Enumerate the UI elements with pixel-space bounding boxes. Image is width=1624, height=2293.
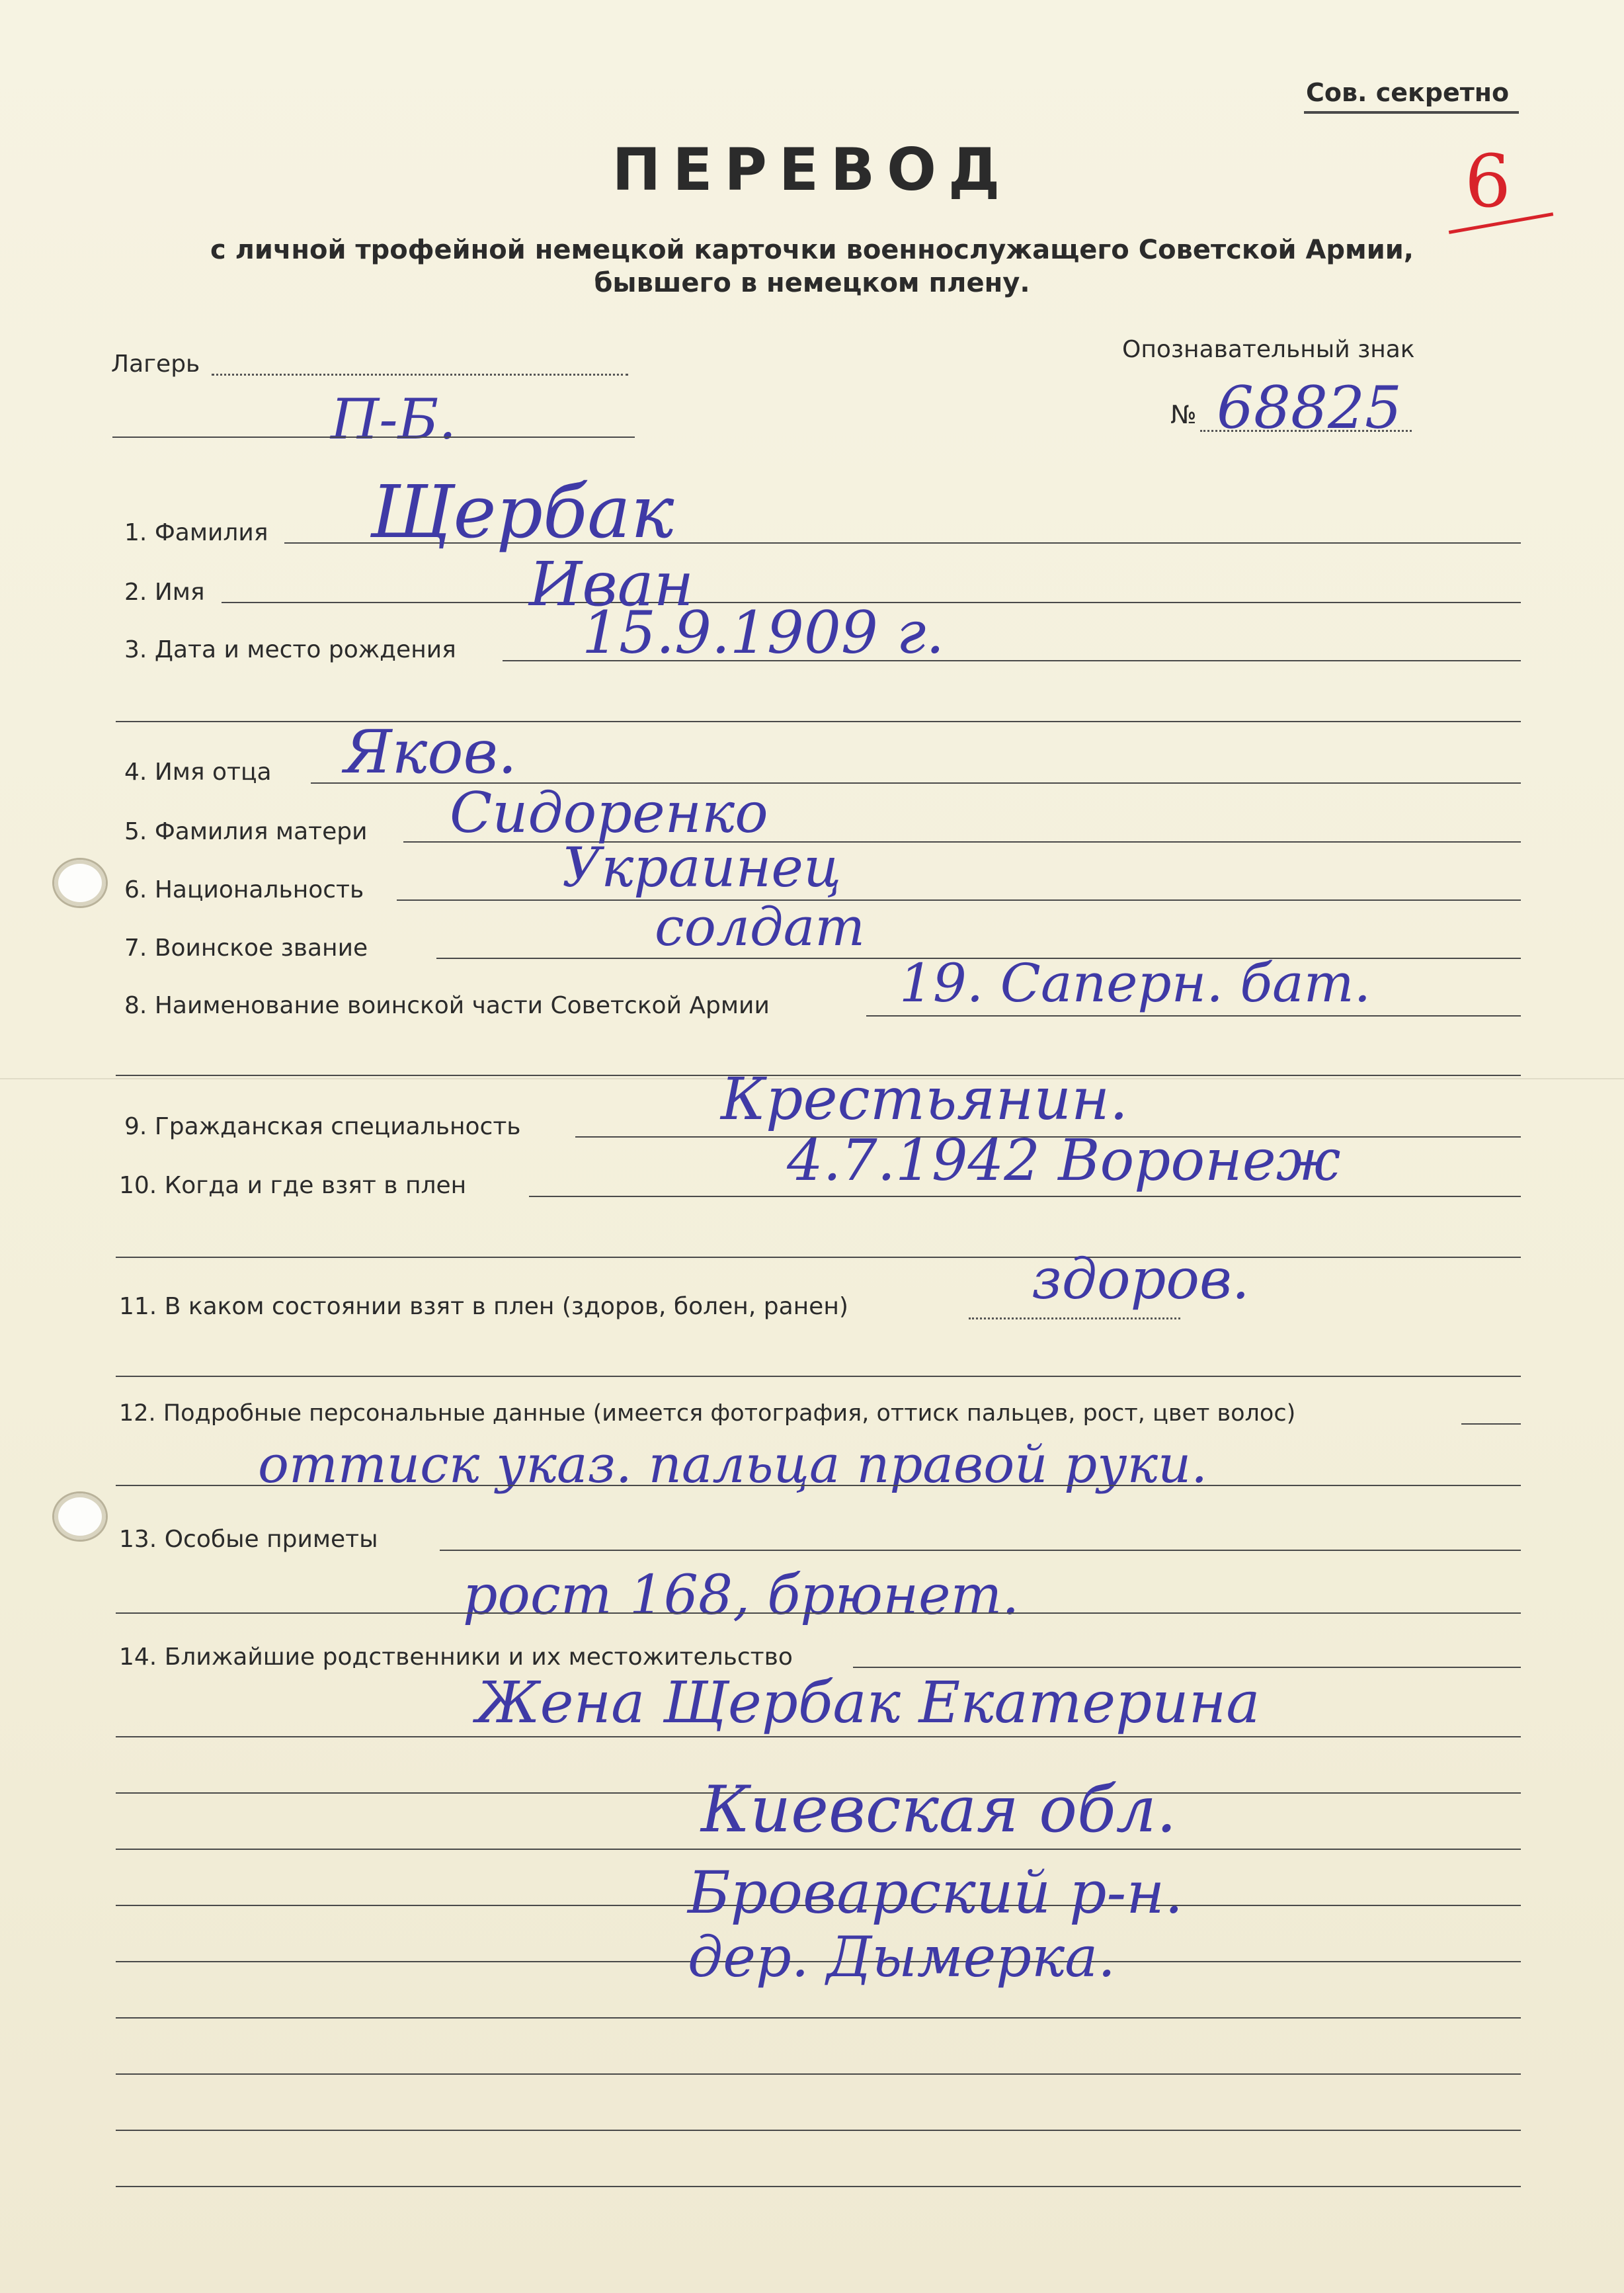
field-14-value: Жена Щербак Екатерина <box>476 1670 1260 1736</box>
field-4-label: 4. Имя отца <box>124 759 272 786</box>
field-5-label: 5. Фамилия матери <box>124 818 368 845</box>
ruled-line-8 <box>116 2130 1521 2131</box>
field-12-label: 12. Подробные персональные данные (имеется фотография, оттиск пальцев, рост, цвет волос) <box>119 1400 1296 1427</box>
camp-dotted-line <box>212 374 628 376</box>
classification-underline <box>1304 111 1519 114</box>
field-10-line <box>529 1196 1521 1197</box>
camp-value: П-Б. <box>331 387 457 452</box>
punch-hole-top <box>54 860 106 906</box>
address-line-1: Киевская обл. <box>701 1772 1177 1847</box>
camp-line <box>112 437 635 438</box>
field-4-value: Яков. <box>344 718 517 787</box>
document-subtitle-line1: с личной трофейной немецкой карточки военнослужащего Советской Армии, <box>210 235 1414 265</box>
punch-hole-bottom <box>54 1493 106 1540</box>
field-13-value: рост 168, брюнет. <box>463 1564 1020 1627</box>
field-5-value: Сидоренко <box>450 780 768 845</box>
field-7-label: 7. Воинское звание <box>124 935 368 962</box>
tag-label: Опознавательный знак <box>1122 336 1415 363</box>
field-1-label: 1. Фамилия <box>124 519 268 546</box>
field-9-value: Крестьянин. <box>721 1065 1128 1133</box>
field-6-value: Украинец <box>562 837 842 899</box>
field-13-label: 13. Особые приметы <box>119 1526 378 1553</box>
field-1-value: Щербак <box>370 470 674 554</box>
ruled-line-7 <box>116 2073 1521 2075</box>
field-12-line <box>1461 1423 1521 1425</box>
classification-mark: Сов. секретно <box>1306 78 1510 107</box>
field-11-value: здоров. <box>1032 1247 1250 1312</box>
document-subtitle-line2: бывшего в немецком плену. <box>594 268 1030 298</box>
field-6-line <box>397 899 1521 901</box>
ruled-line-9 <box>116 2186 1521 2187</box>
red-sheet-number: 6 <box>1465 139 1511 224</box>
field-10-label: 10. Когда и где взят в плен <box>119 1172 467 1199</box>
field-8-line <box>866 1015 1521 1017</box>
ruled-line-1 <box>116 1736 1521 1737</box>
document-title: ПЕРЕВОД <box>612 136 1012 204</box>
ruled-line-6 <box>116 2017 1521 2019</box>
field-12-line-2 <box>116 1485 1521 1486</box>
field-3-line-2 <box>116 721 1521 722</box>
address-line-3: дер. Дымерка. <box>688 1925 1116 1989</box>
field-14-label: 14. Ближайшие родственники и их местожительство <box>119 1644 793 1671</box>
field-2-label: 2. Имя <box>124 579 205 606</box>
field-11-label: 11. В каком состоянии взят в плен (здоров, болен, ранен) <box>119 1293 848 1320</box>
ruled-line-3 <box>116 1849 1521 1850</box>
field-9-label: 9. Гражданская специальность <box>124 1113 521 1140</box>
field-13-line-2 <box>116 1612 1521 1614</box>
address-line-2: Броварский р-н. <box>688 1858 1184 1927</box>
tag-number-value: 68825 <box>1217 374 1402 442</box>
camp-label: Лагерь <box>111 351 200 378</box>
field-11-dotted-line <box>969 1317 1180 1319</box>
field-10-line-2 <box>116 1257 1521 1258</box>
field-8-label: 8. Наименование воинской части Советской Армии <box>124 992 770 1019</box>
field-10-value: 4.7.1942 Воронеж <box>787 1128 1341 1194</box>
field-3-value: 15.9.1909 г. <box>582 599 945 667</box>
field-6-label: 6. Национальность <box>124 876 364 903</box>
field-8-value: 19. Саперн. бат. <box>899 952 1371 1014</box>
field-12-value: оттиск указ. пальца правой руки. <box>258 1435 1208 1495</box>
field-11-line-2 <box>116 1376 1521 1377</box>
tag-dotted-line <box>1200 430 1412 432</box>
tag-number-prefix: № <box>1170 400 1197 429</box>
field-13-line <box>440 1550 1521 1551</box>
field-7-value: солдат <box>655 896 866 958</box>
field-3-label: 3. Дата и место рождения <box>124 636 456 663</box>
field-2-value: Иван <box>529 549 694 620</box>
field-14-line <box>853 1667 1521 1668</box>
